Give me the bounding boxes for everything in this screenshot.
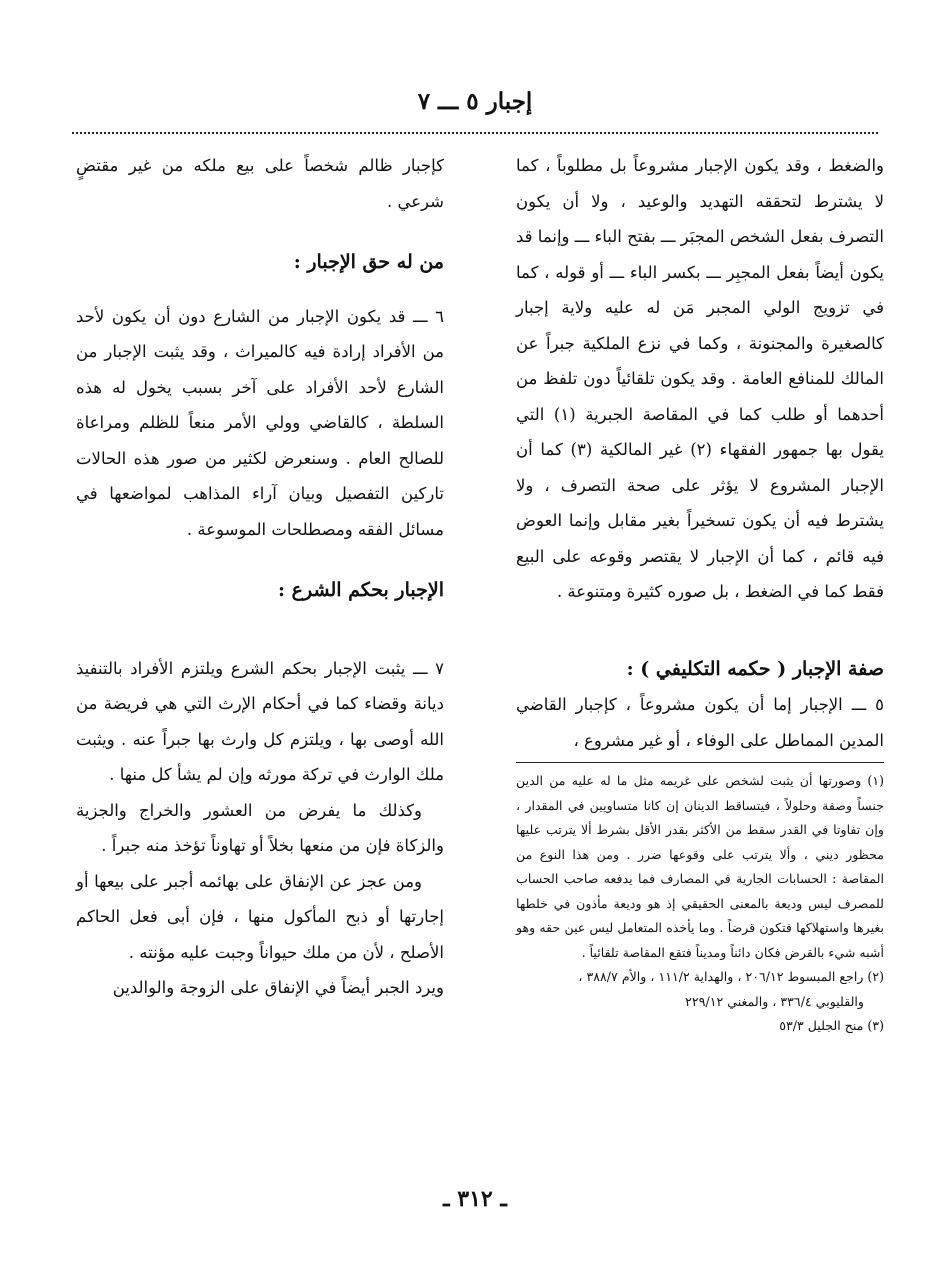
running-header: إجبار ٥ ـــ ٧ — [417, 88, 533, 115]
paragraph-5: ٥ ـــ الإجبار إما أن يكون مشروعاً ، كإجبار القاضي المدين المماطل على الوفاء ، أو غير مشروع ، — [516, 695, 884, 750]
spacer — [516, 610, 884, 652]
right-column — [516, 148, 884, 1039]
spacer — [76, 609, 444, 651]
paragraph-continued: كإجبار ظالم شخصاً على بيع ملكه من غير مقتضٍ شرعي . — [76, 156, 444, 211]
section-heading-7: الإجبار بحكم الشرع : — [278, 579, 444, 601]
spacer — [76, 547, 444, 573]
paragraph-10: ويرد الجبر أيضاً في الإنفاق على الزوجة والوالدين — [112, 978, 444, 997]
footnote-2: (٢) راجع المبسوط ٢٠٦/١٢ ، والهداية ١١١/٢ ، والأم ٣٨٨/٧ ، — [578, 969, 884, 984]
footnote-3: (٣) منح الجليل ٥٣/٣ — [779, 1018, 884, 1033]
spacer — [76, 281, 444, 299]
spacer — [76, 219, 444, 245]
paragraph-9: ومن عجز عن الإنفاق على بهائمه أجبر على بيعها أو إجارتها أو ذبح المأكول منها ، فإن أبى فعل الحاكم الأصلح ، لأن من ملك حيواناً وجبت عليه مؤنته . — [76, 871, 444, 962]
paragraph-8: وكذلك ما يفرض من العشور والخراج والجزية والزكاة فإن من منعها بخلاً أو تهاوناً تؤخذ منه جبراً . — [76, 800, 444, 855]
left-column — [76, 148, 444, 1006]
paragraph-7: ٧ ـــ يثبت الإجبار بحكم الشرع ويلتزم الأفراد بالتنفيذ ديانة وقضاء كما في أحكام الإرث التي هي فريضة من الله أوصى بها ، ويلتزم كل وارث بها جبراً عنه . ويثبت ملك الوارث في تركة مورثه وإن لم يشأ كل منها . — [76, 658, 444, 784]
page-number: ـ ٣١٢ ـ — [443, 1186, 507, 1212]
footnote-1: (١) وصورتها أن يثبت لشخص على غريمه مثل ما له عليه من الدين جنساً وصفة وحلولاً ، فيتساقط الدينان إن كانا متساويين في المقدار ، وإن تفاوتا في القدر سقط من الأكثر بقدر الأقل بشرط ألا يترتب عليها محظور ديني ، وألا يترتب على وقوعها ضرر . ومن هذا النوع من المقاصة : الحسابات الجارية في المصارف فما يدفعه صاحب الحساب للمصرف ليس وديعة بالمعنى الحقيقي إذ هو وديعة مأذون في خلطها بغيرها واستهلاكها فتكون قرضاً . وما يأخذه المتعامل ليس عين حقه وهو أشبه شيء بالقرض فكان دائناً ومديناً فتقع المقاصة تلقائياً . — [516, 773, 884, 960]
header-dotted-rule — [72, 132, 878, 134]
footnote-rule — [516, 762, 884, 763]
paragraph-intro: والضغط ، وقد يكون الإجبار مشروعاً بل مطلوباً ، كما لا يشترط لتحققه التهديد والوعيد ، ولا أن يكون التصرف بفعل الشخص المجبَر ـــ بفتح الباء ـــ وإنما قد يكون أيضاً بفعل المجبِر ـــ بكسر الباء ـــ أو قوله ، كما في تزويج الولي المجبر مَن له عليه ولاية إجبار كالصغيرة والمجنونة ، وكما في نزع الملكية جبراً عن المالك للمنافع العامة . وقد يكون تلقائياً دون تلفظ من أحدهما أو طلب كما في المقاصة الجبرية (١) التي يقول بها جمهور الفقهاء (٢) غير المالكية (٣) كما أن الإجبار المشروع لا يؤثر على صحة التصرف ، ولا يشترط فيه أن يكون تسخيراً بغير مقابل وإنما العوض فيه قائم ، كما أن الإجبار لا يقتصر وقوعه على البيع فقط كما في الضغط ، بل صوره كثيرة ومتنوعة . — [516, 156, 884, 601]
section-heading-6: من له حق الإجبار : — [293, 251, 444, 273]
paragraph-6: ٦ ـــ قد يكون الإجبار من الشارع دون أن يكون لأحد من الأفراد إرادة فيه كالميراث ، وقد يثبت الإجبار من الشارع لأحد الأفراد على آخر بسبب يخول له هذه السلطة ، كالقاضي وولي الأمر منعاً للظلم ومراعاة للصالح العام . وسنعرض لكثير من صور هذه الحالات تاركين التفصيل وبيان آراء المذاهب لمواضعها في مسائل الفقه ومصطلحات الموسوعة . — [76, 306, 444, 539]
footnote-2-continued: والقليوبي ٣٣٦/٤ ، والمغني ٢٢٩/١٢ — [685, 993, 864, 1009]
section-heading-5: صفة الإجبار ( حكمه التكليفي ) : — [626, 657, 884, 680]
